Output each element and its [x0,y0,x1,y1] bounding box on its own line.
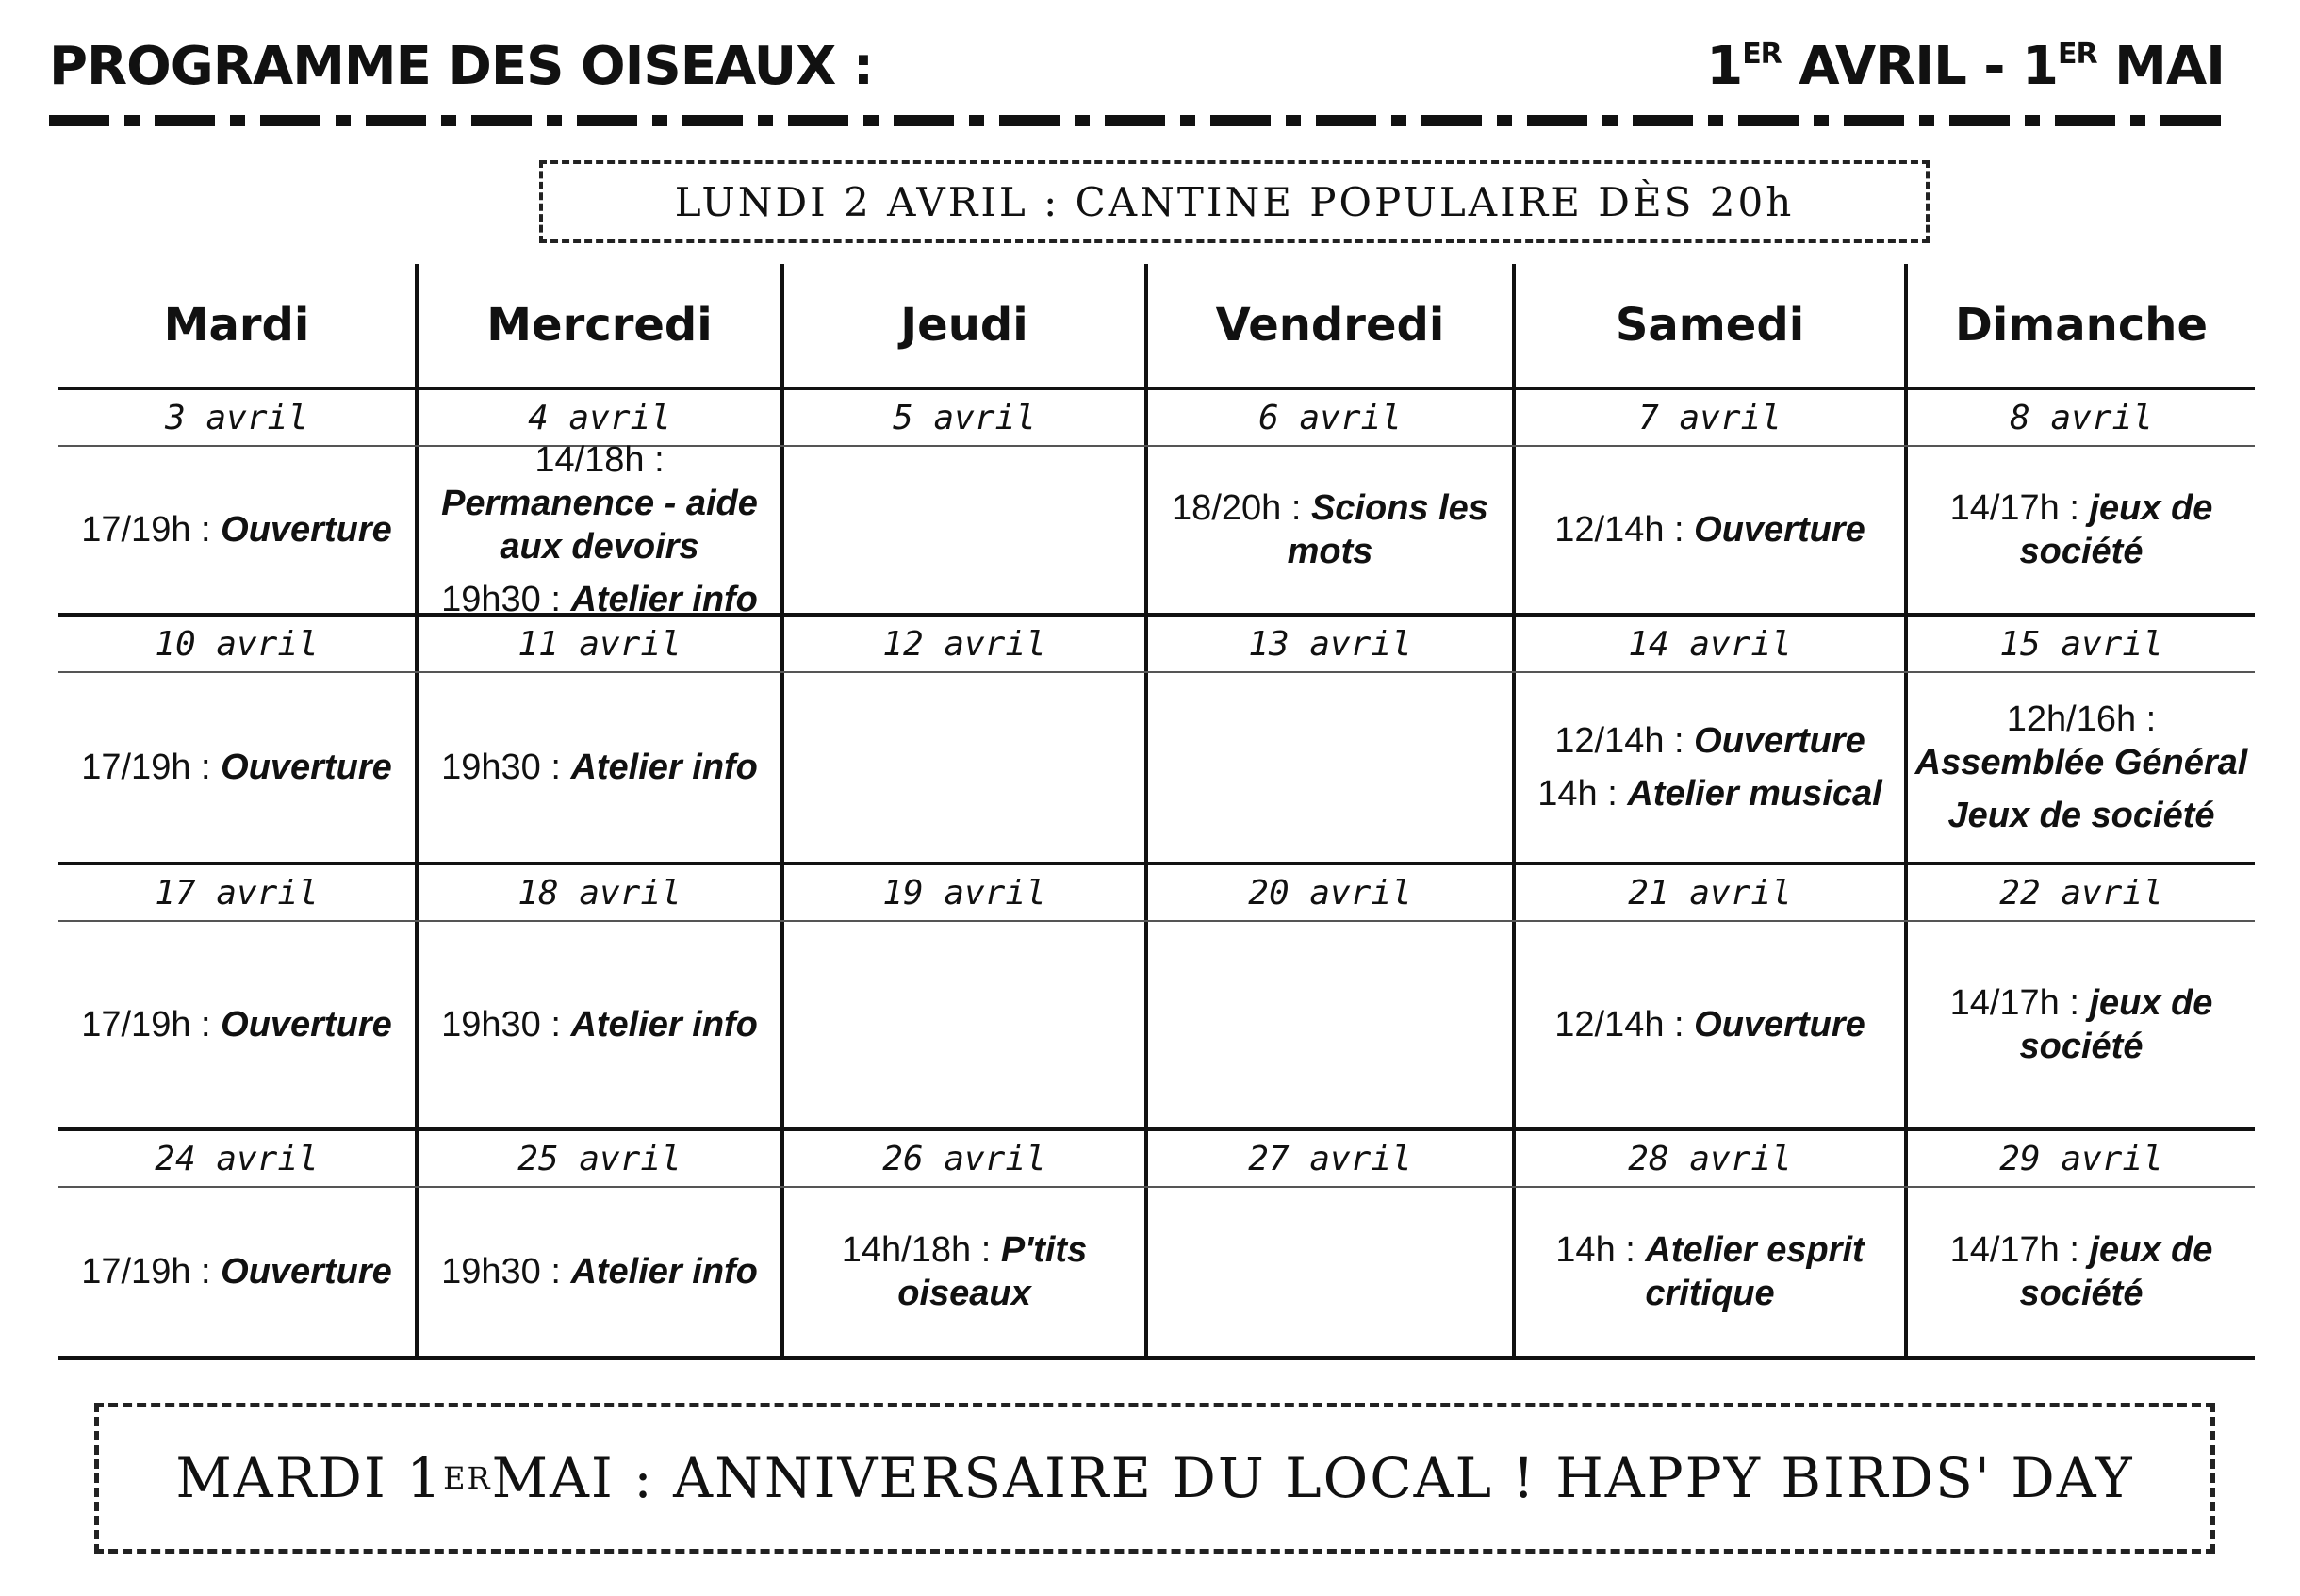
page-title: PROGRAMME DES OISEAUX : [49,36,874,97]
event-activity: Ouverture [1694,1005,1865,1045]
day-cell [780,673,1144,862]
event-activity: Atelier esprit critique [1645,1230,1865,1313]
date-cell: 4 avril [415,390,780,445]
events-row [58,922,2255,1127]
top-banner: LUNDI 2 AVRIL : CANTINE POPULAIRE DÈS 20h [539,160,1930,243]
date-cell: 13 avril [1144,617,1512,671]
event-entry [1947,794,2214,837]
event-time: 17/19h : [81,1005,222,1045]
event-time: 17/19h : [81,510,222,550]
event-time: 17/19h : [81,1252,222,1292]
date-cell: 25 avril [415,1131,780,1186]
day-cell [1904,1188,2255,1356]
event-time: 12/14h : [1554,721,1695,761]
day-cell [58,922,415,1127]
event-activity: Ouverture [221,510,392,550]
calendar-grid [58,264,2255,1360]
event-time: 18/20h : [1172,488,1311,528]
day-cell [415,1188,780,1356]
events-row [58,440,2255,619]
event-time: 19h30 : [441,580,571,619]
day-cell [1512,673,1904,862]
date-cell: 14 avril [1512,617,1904,671]
event-time: 12/14h : [1554,1005,1695,1045]
day-cell [415,440,780,619]
event-entry [441,1250,758,1293]
date-cell: 21 avril [1512,865,1904,920]
event-time: 12/14h : [1554,510,1695,550]
day-cell [1904,922,2255,1127]
event-activity: Permanence - aide aux devoirs [441,484,758,567]
day-cell [1512,447,1904,613]
event-activity: Atelier info [570,580,758,619]
event-activity: Ouverture [221,1005,392,1045]
date-cell: 7 avril [1512,390,1904,445]
date-cell: 24 avril [155,1139,319,1178]
event-entry [1554,719,1865,763]
event-activity: jeux de société [2019,983,2213,1066]
bottom-banner [94,1403,2215,1554]
event-activity: Atelier info [570,1005,758,1045]
day-cell [415,922,780,1127]
day-header: Samedi [1512,264,1904,387]
event-entry [1554,1003,1865,1046]
date-cell: 26 avril [780,1131,1144,1186]
event-time: 12h/16h : [2006,699,2157,739]
event-entry [1914,1228,2249,1315]
day-cell [1904,447,2255,613]
date-row [58,862,2255,922]
date-cell: 27 avril [1144,1131,1512,1186]
event-entry [1914,981,2249,1068]
period-part: AVRIL - 1 [1781,36,2058,97]
event-activity: Jeux de société [1947,796,2215,835]
date-cell: 10 avril [155,624,319,664]
day-cell [1144,447,1512,613]
day-cell [1904,673,2255,862]
bottom-banner-sup: ER [443,1460,492,1496]
header-divider [49,115,2226,126]
event-activity: P'tits oiseaux [897,1230,1088,1313]
day-header: Mercredi [415,264,780,387]
period-title [1706,36,2225,97]
day-cell [1512,922,1904,1127]
period-part: 1 [1706,36,1743,97]
event-time: 14h : [1555,1230,1646,1270]
day-header: Vendredi [1144,264,1512,387]
event-time: 14/17h : [1949,488,2090,528]
event-entry [81,1003,392,1046]
day-cell [1512,1188,1904,1356]
calendar-bottom-rule [58,1356,2255,1360]
date-cell: 22 avril [1904,865,2255,920]
event-activity: Ouverture [1694,510,1865,550]
event-entry [441,1003,758,1046]
date-row [58,1127,2255,1188]
event-activity: Ouverture [221,748,392,787]
event-activity: jeux de société [2019,1230,2213,1313]
date-cell: 12 avril [780,617,1144,671]
event-entry [424,438,775,568]
day-cell [1144,673,1512,862]
date-cell: 20 avril [1144,865,1512,920]
event-entry [1554,508,1865,551]
event-time: 14h : [1537,774,1628,814]
period-sup: ER [1742,38,1782,71]
event-entry [441,746,758,789]
day-header: Jeudi [780,264,1144,387]
day-header: Dimanche [1904,264,2255,387]
day-header: Mardi [163,299,310,352]
date-cell: 8 avril [1904,390,2255,445]
day-cell [1144,922,1512,1127]
event-entry [790,1228,1139,1315]
event-activity: Atelier info [570,748,758,787]
event-entry [81,1250,392,1293]
day-cell [780,447,1144,613]
bottom-banner-part: MAI : ANNIVERSAIRE DU LOCAL ! HAPPY BIRDS' DAY [491,1446,2134,1510]
date-cell: 15 avril [1904,617,2255,671]
day-cell [415,673,780,862]
event-activity: Scions les mots [1287,488,1488,571]
event-time: 14/18h : [534,440,665,480]
event-entry [81,508,392,551]
date-cell: 28 avril [1512,1131,1904,1186]
event-activity: Ouverture [1694,721,1865,761]
date-cell: 29 avril [1904,1131,2255,1186]
event-time: 19h30 : [441,1005,571,1045]
day-header-row [58,264,2255,387]
date-cell: 5 avril [780,390,1144,445]
event-entry [1914,486,2249,573]
event-entry [1914,698,2249,784]
event-entry [81,746,392,789]
day-cell [1144,1188,1512,1356]
event-activity: Atelier info [570,1252,758,1292]
event-time: 17/19h : [81,748,222,787]
event-entry [1521,1228,1898,1315]
event-activity: jeux de société [2019,488,2213,571]
day-cell [780,922,1144,1127]
date-cell: 17 avril [155,873,319,913]
period-sup: ER [2058,38,2097,71]
date-row [58,613,2255,673]
date-cell: 3 avril [165,398,308,437]
day-cell [58,1188,415,1356]
event-activity: Atelier musical [1627,774,1882,814]
event-time: 14h/18h : [841,1230,1001,1270]
date-row [58,387,2255,447]
event-time: 19h30 : [441,748,571,787]
day-cell [780,1188,1144,1356]
event-activity: Assemblée Général [1914,743,2248,782]
bottom-banner-part: MARDI 1 [175,1446,444,1510]
event-time: 14/17h : [1949,1230,2090,1270]
date-cell: 19 avril [780,865,1144,920]
weeks-container [58,387,2255,1356]
date-cell: 18 avril [415,865,780,920]
day-cell [58,673,415,862]
events-row [58,673,2255,862]
event-entry [1154,486,1506,573]
event-entry [441,578,758,621]
day-cell [58,447,415,613]
event-time: 19h30 : [441,1252,571,1292]
event-entry [1537,772,1881,815]
date-cell: 11 avril [415,617,780,671]
date-cell: 6 avril [1144,390,1512,445]
event-time: 14/17h : [1949,983,2090,1023]
events-row [58,1188,2255,1356]
event-activity: Ouverture [221,1252,392,1292]
period-part: MAI [2096,36,2225,97]
